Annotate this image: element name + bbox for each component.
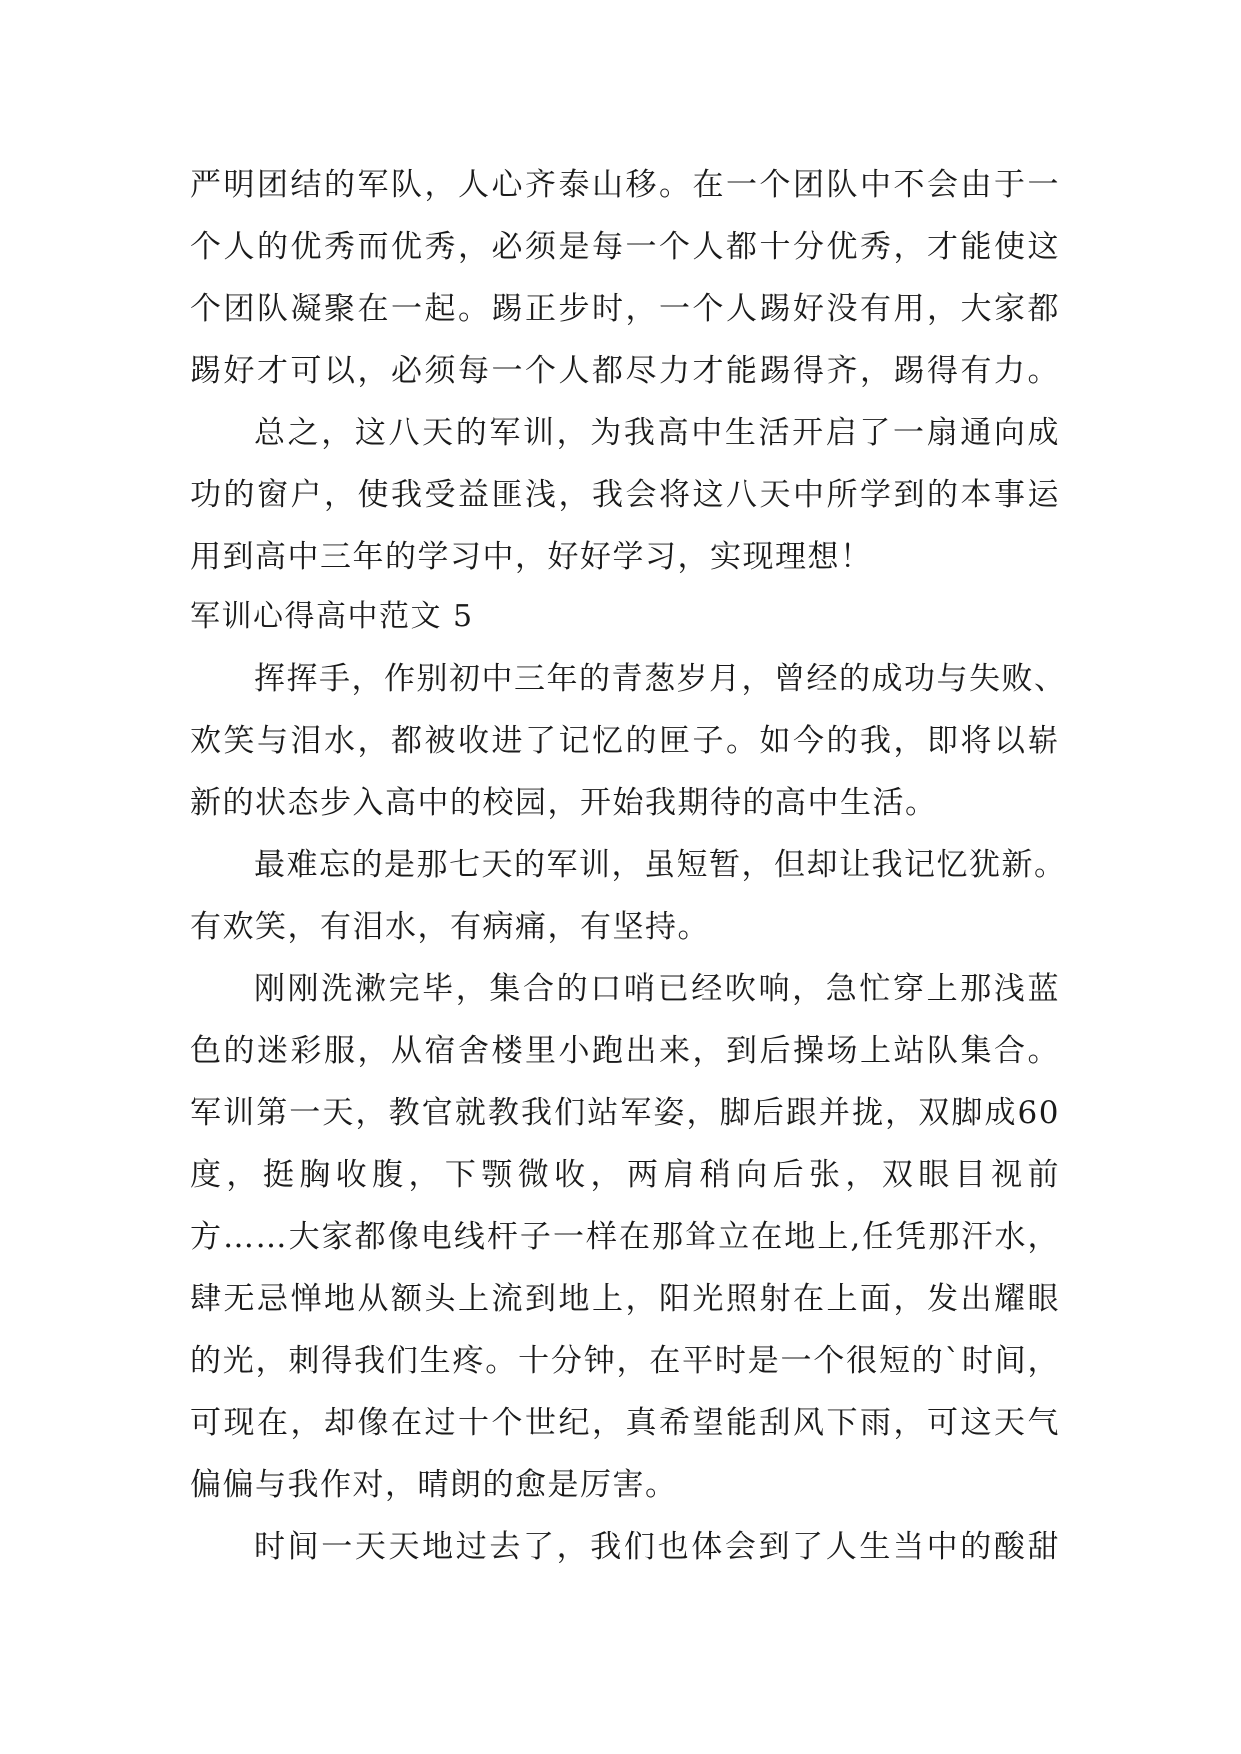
paragraph-farewell — [190, 648, 1067, 834]
text-line: 个团队凝聚在一起。踢正步时，一个人踢好没有用，大家都 — [190, 291, 1060, 327]
text-line: 的光，刺得我们生疼。十分钟，在平时是一个很短的`时间， — [190, 1343, 1060, 1379]
section-title: 军训心得高中范文 5 — [190, 599, 474, 634]
text-line: 时间一天天地过去了，我们也体会到了人生当中的酸甜 — [254, 1529, 1060, 1565]
text-block-section-5 — [190, 586, 1067, 1578]
text-line: 可现在，却像在过十个世纪，真希望能刮风下雨，可这天气 — [190, 1405, 1060, 1441]
text-line: 有欢笑，有泪水，有病痛，有坚持。 — [190, 909, 710, 945]
paragraph-time — [190, 1516, 1060, 1578]
paragraph-conclusion — [190, 402, 1060, 588]
text-block-top — [190, 154, 1060, 588]
text-line: 刚刚洗漱完毕，集合的口哨已经吹响，急忙穿上那浅蓝 — [254, 971, 1060, 1007]
text-line: 挥挥手，作别初中三年的青葱岁月，曾经的成功与失败、 — [254, 661, 1067, 697]
paragraph-first-day — [190, 958, 1060, 1516]
text-line: 功的窗户，使我受益匪浅，我会将这八天中所学到的本事运 — [190, 477, 1060, 513]
text-line: 度，挺胸收腹，下颚微收，两肩稍向后张，双眼目视前 — [190, 1157, 1060, 1193]
text-line: 欢笑与泪水，都被收进了记忆的匣子。如今的我，即将以崭 — [190, 723, 1060, 759]
paragraph-continuation — [190, 154, 1060, 402]
text-line: 最难忘的是那七天的军训，虽短暂，但却让我记忆犹新。 — [254, 847, 1067, 883]
text-line: 偏偏与我作对，晴朗的愈是厉害。 — [190, 1467, 678, 1503]
text-line: 用到高中三年的学习中，好好学习，实现理想！ — [190, 539, 873, 575]
paragraph-memorable — [190, 834, 1067, 958]
text-line: 个人的优秀而优秀，必须是每一个人都十分优秀，才能使这 — [190, 229, 1060, 265]
text-line: 新的状态步入高中的校园，开始我期待的高中生活。 — [190, 785, 938, 821]
text-line: 总之，这八天的军训，为我高中生活开启了一扇通向成 — [254, 415, 1060, 451]
text-line: 军训第一天，教官就教我们站军姿，脚后跟并拢，双脚成60 — [190, 1095, 1060, 1131]
text-line: 肆无忌惮地从额头上流到地上，阳光照射在上面，发出耀眼 — [190, 1281, 1060, 1317]
text-line: 色的迷彩服，从宿舍楼里小跑出来，到后操场上站队集合。 — [190, 1033, 1060, 1069]
text-line: 方……大家都像电线杆子一样在那耸立在地上,任凭那汗水， — [190, 1219, 1060, 1255]
text-line: 严明团结的军队，人心齐泰山移。在一个团队中不会由于一 — [190, 167, 1060, 203]
text-line: 踢好才可以，必须每一个人都尽力才能踢得齐，踢得有力。 — [190, 353, 1060, 389]
